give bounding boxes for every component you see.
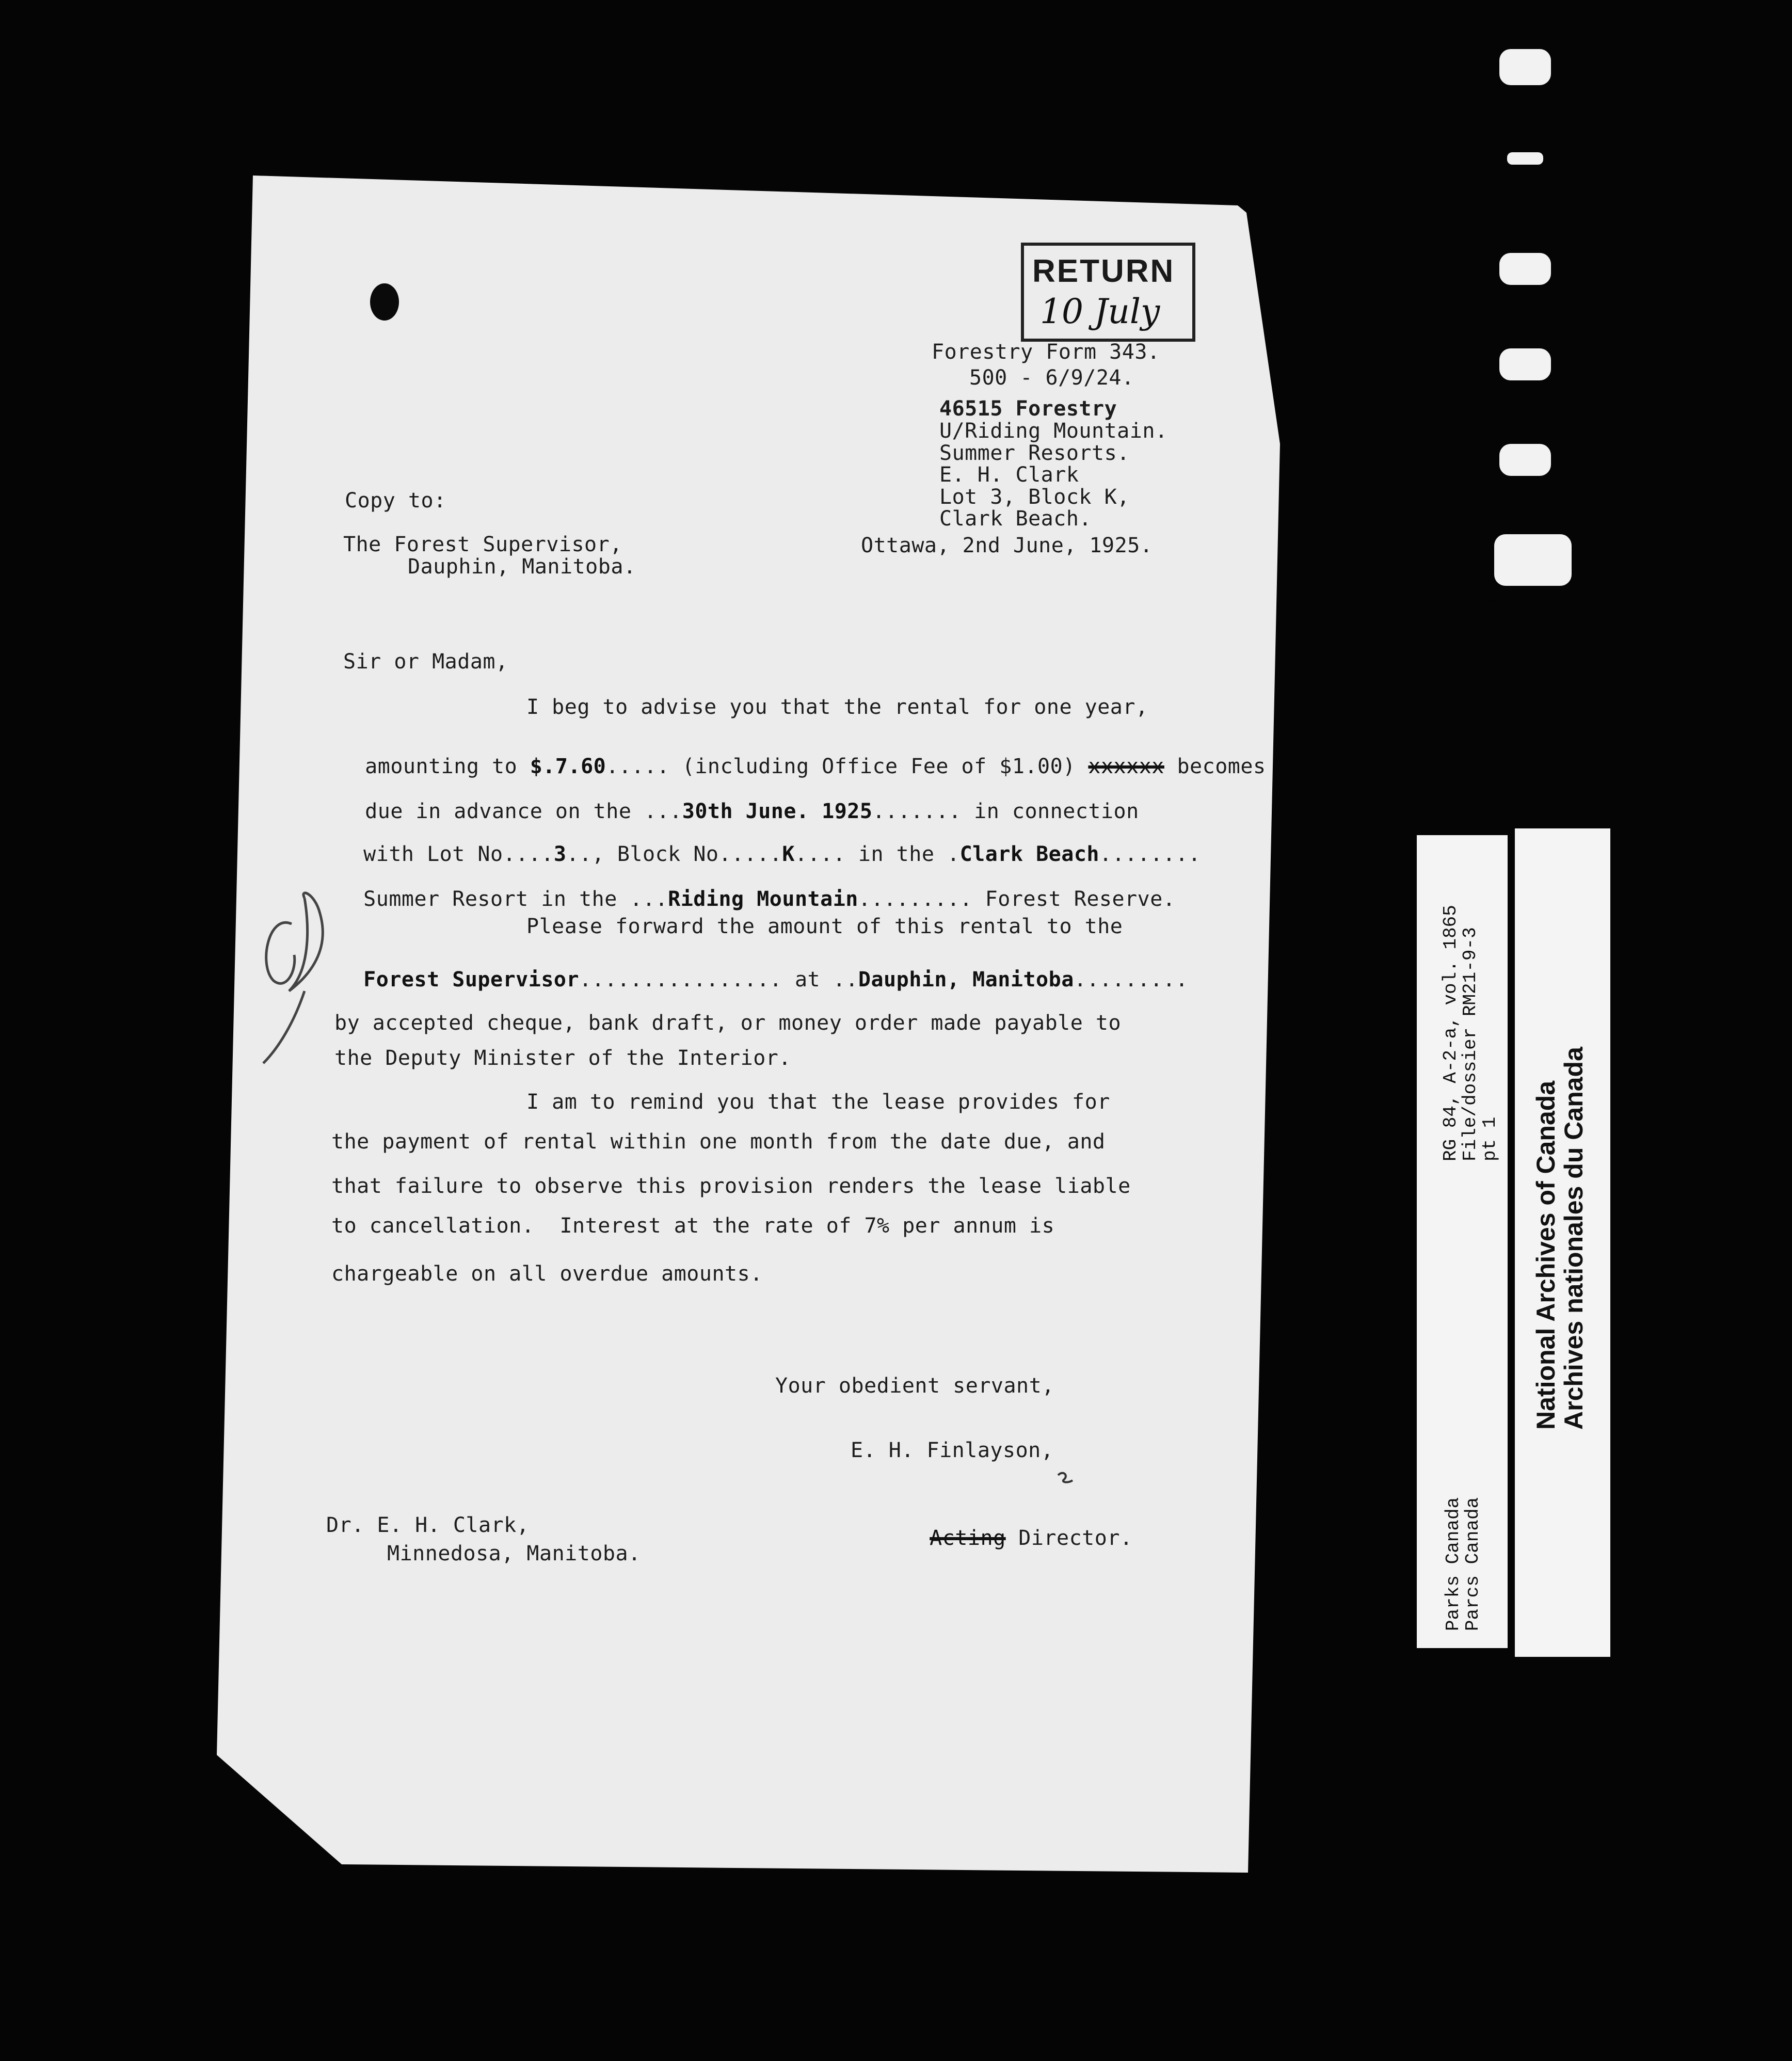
block-number: K [782, 842, 795, 866]
body-p3-line1: I am to remind you that the lease provides for [526, 1090, 1110, 1114]
film-frame-number: 0001-9 [1486, 599, 1506, 604]
file-subject-1: U/Riding Mountain. [939, 419, 1168, 443]
file-subject-3: E. H. Clark [939, 463, 1079, 487]
copy-to-line2: Dauphin, Manitoba. [408, 555, 636, 579]
rental-amount: $.7.60 [530, 755, 606, 778]
struck-word: xxxxxx [1088, 755, 1164, 778]
title-text: Director. [1005, 1526, 1133, 1550]
archive-reference-line3: pt 1 [1479, 1116, 1500, 1161]
addressee-name: Dr. E. H. Clark, [326, 1513, 530, 1537]
margin-initials-text [0, 0, 1, 1]
archive-institution-fr: Archives nationales du Canada [1559, 1047, 1588, 1430]
body-text: ......... [1074, 968, 1189, 992]
body-p2-line4: the Deputy Minister of the Interior. [334, 1046, 791, 1070]
body-p1-line2 [340, 736, 1266, 777]
return-stamp-date: 10 July [1040, 292, 1160, 331]
payee-location: Dauphin, Manitoba [858, 968, 1074, 992]
file-subject-2: Summer Resorts. [939, 441, 1130, 465]
body-text: ....... in connection [872, 800, 1139, 823]
punch-hole [370, 283, 399, 321]
body-text: amounting to [365, 755, 530, 778]
film-frame-mark [1507, 152, 1543, 165]
film-frame-mark [1499, 253, 1551, 285]
archive-agency-en: Parks Canada [1443, 1497, 1464, 1631]
archive-reference-line1: RG 84, A-2-a, vol. 1865 [1440, 905, 1461, 1161]
body-p1-line4 [338, 823, 1201, 865]
film-frame-mark [1494, 534, 1572, 586]
archive-reference-line2: File/dossier RM21-9-3 [1460, 927, 1481, 1161]
body-p3-line5: chargeable on all overdue amounts. [331, 1262, 763, 1286]
body-text: ......... Forest Reserve. [858, 887, 1176, 911]
film-frame-mark [1499, 444, 1551, 476]
signer-title [904, 1507, 1133, 1548]
body-text: with Lot No.... [363, 842, 554, 866]
body-p3-line4: to cancellation. Interest at the rate of 7% per annum is [331, 1214, 1055, 1238]
addressee-location: Minnedosa, Manitoba. [387, 1542, 641, 1565]
body-p1-line1: I beg to advise you that the rental for one year, [526, 695, 1148, 719]
body-text: .., Block No..... [566, 842, 782, 866]
body-text: due in advance on the ... [365, 800, 682, 823]
lot-number: 3 [553, 842, 567, 866]
file-number: 46515 Forestry [939, 397, 1117, 421]
body-p3-line3: that failure to observe this provision renders the lease liable [331, 1174, 1131, 1198]
struck-title: Acting [930, 1526, 1006, 1550]
form-number: Forestry Form 343. [932, 340, 1160, 364]
body-text: becomes [1164, 755, 1266, 778]
resort-name: Clark Beach [959, 842, 1099, 866]
payee-title: Forest Supervisor [363, 968, 580, 992]
file-subject-4: Lot 3, Block K, [939, 485, 1130, 509]
body-p3-line2: the payment of rental within one month from the date due, and [331, 1130, 1106, 1154]
body-p2-line1: Please forward the amount of this rental to the [526, 915, 1123, 938]
label-card-left-bottom-mask [1417, 1648, 1508, 2061]
body-p1-line5 [338, 868, 1175, 909]
due-date: 30th June. 1925 [682, 800, 873, 823]
closing-line: Your obedient servant, [775, 1374, 1054, 1398]
body-text: Summer Resort in the ... [363, 887, 668, 911]
file-subject-5: Clark Beach. [939, 507, 1092, 531]
body-p1-line3 [340, 780, 1139, 822]
body-text: ........ [1099, 842, 1201, 866]
body-p2-line2 [338, 949, 1188, 990]
form-print-code: 500 - 6/9/24. [969, 366, 1134, 390]
film-frame-mark [1499, 49, 1551, 85]
film-frame-mark [1499, 348, 1551, 380]
forest-reserve-name: Riding Mountain [668, 887, 858, 911]
salutation: Sir or Madam, [343, 650, 508, 674]
copy-to-line1: The Forest Supervisor, [343, 533, 622, 556]
letter-date: Ottawa, 2nd June, 1925. [861, 534, 1153, 557]
body-text: ..... (including Office Fee of $1.00) [606, 755, 1089, 778]
copy-to-label: Copy to: [345, 489, 446, 513]
body-p2-line3: by accepted cheque, bank draft, or money order made payable to [334, 1011, 1122, 1035]
archive-agency-fr: Parcs Canada [1462, 1497, 1483, 1631]
signer-name: E. H. Finlayson, [851, 1439, 1054, 1462]
archive-institution-en: National Archives of Canada [1531, 1080, 1560, 1430]
body-text: ................ at .. [579, 968, 858, 992]
return-stamp-word: RETURN [1032, 253, 1175, 289]
body-text: .... in the . [795, 842, 960, 866]
